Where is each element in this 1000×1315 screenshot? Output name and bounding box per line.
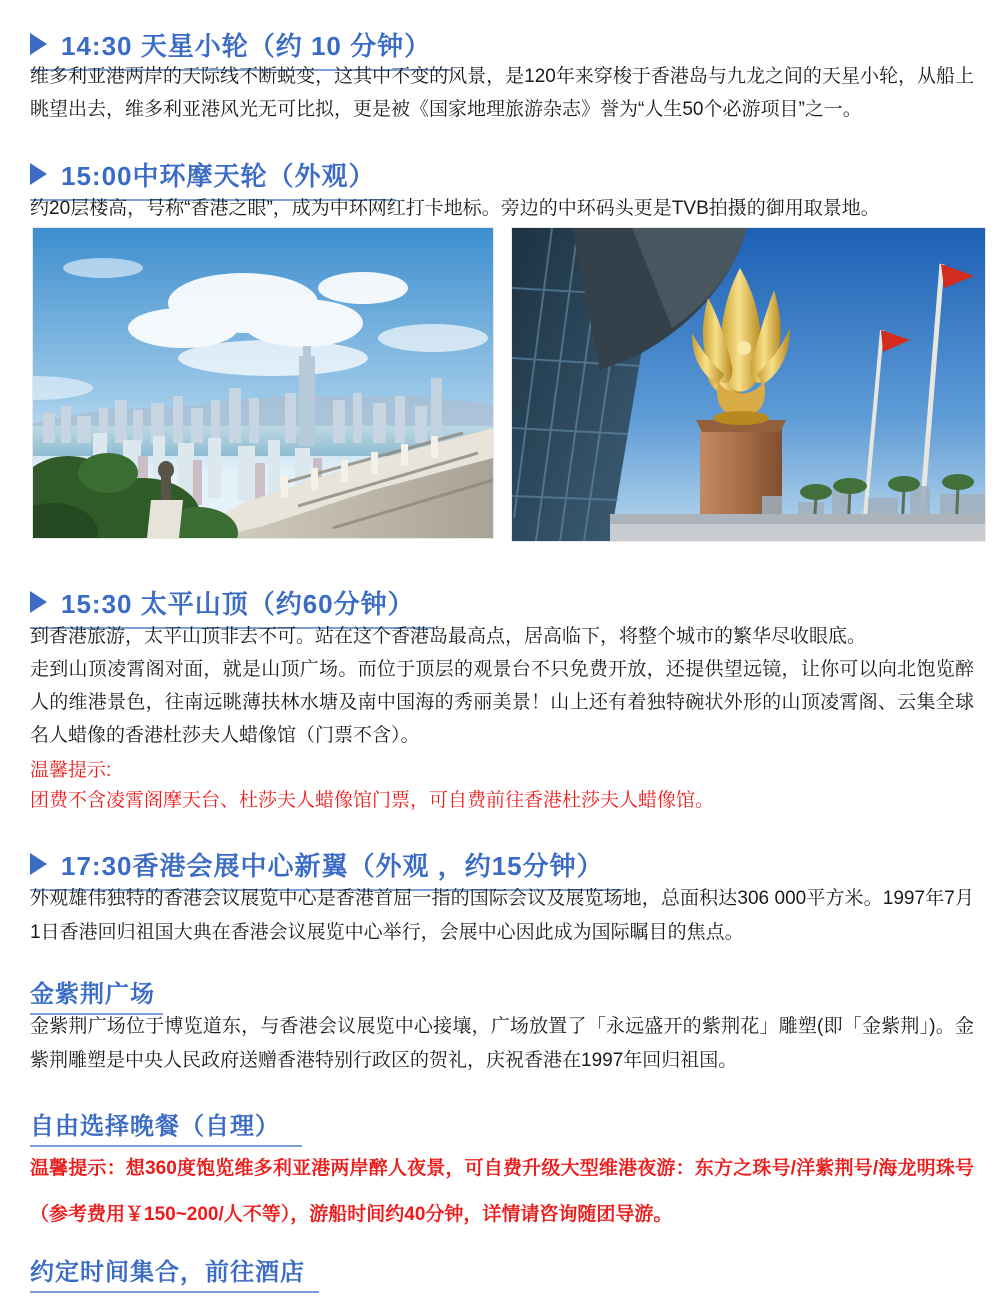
subheading-text: 自由选择晚餐（自理） bbox=[30, 1113, 280, 1140]
golden-bauhinia-photo bbox=[512, 228, 985, 541]
subheading-text: 约定时间集合，前往酒店 bbox=[30, 1259, 305, 1286]
play-arrow-icon bbox=[30, 163, 47, 185]
tip-label: 温馨提示: bbox=[30, 760, 112, 781]
victoria-peak-paragraph-1: 到香港旅游，太平山顶非去不可。站在这个香港岛最高点，居高临下，将整个城市的繁华尽收眼底。 bbox=[30, 626, 867, 647]
play-arrow-icon bbox=[30, 853, 47, 875]
section-heading-text: 14:30 天星小轮（约 10 分钟） bbox=[61, 31, 432, 61]
subheading-text: 金紫荆广场 bbox=[30, 981, 155, 1008]
golden-bauhinia-paragraph: 金紫荆广场位于博览道东，与香港会议展览中心接壤，广场放置了「永远盛开的紫荆花」雕塑(即「金紫荆」)。金紫荆雕塑是中央人民政府送赠香港特别行政区的贺礼，庆祝香港在1997年回归祖国。 bbox=[30, 1016, 974, 1071]
subheading-assembly bbox=[30, 1252, 319, 1293]
tip-body: 团费不含凌霄阁摩天台、杜莎夫人蜡像馆门票，可自费前往香港杜莎夫人蜡像馆。 bbox=[30, 790, 715, 811]
victoria-peak-photo bbox=[33, 228, 493, 538]
section-heading-text: 17:30香港会展中心新翼（外观 ，约15分钟） bbox=[61, 851, 604, 881]
section-heading-text: 15:30 太平山顶（约60分钟） bbox=[61, 589, 415, 619]
dinner-tip: 温馨提示：想360度饱览维多利亚港两岸醉人夜景，可自费升级大型维港夜游：东方之珠号/洋紫荆号/海龙明珠号（参考费用￥150~200/人不等），游船时间约40分钟，详情请咨询随团导游。 bbox=[30, 1158, 974, 1225]
star-ferry-paragraph: 维多利亚港两岸的天际线不断蜕变，这其中不变的风景，是120年来穿梭于香港岛与九龙之间的天星小轮，从船上眺望出去，维多利亚港风光无可比拟，更是被《国家地理旅游杂志》誉为“人生50个必游项目”之一。 bbox=[30, 66, 974, 120]
observation-wheel-paragraph: 约20层楼高，号称“香港之眼”，成为中环网红打卡地标。旁边的中环码头更是TVB拍摄的御用取景地。 bbox=[30, 198, 880, 219]
subheading-golden-bauhinia bbox=[30, 974, 163, 1015]
victoria-peak-harbour-view-image bbox=[33, 228, 493, 538]
golden-bauhinia-square-image bbox=[512, 228, 985, 541]
section-heading-text: 15:00中环摩天轮（外观） bbox=[61, 161, 376, 191]
victoria-peak-paragraph-2: 走到山顶凌霄阁对面，就是山顶广场。而位于顶层的观景台不只免费开放，还提供望远镜，让你可以向北饱览醉人的维港景色，往南远眺薄扶林水塘及南中国海的秀丽美景！山上还有着独特碗状外形的山顶凌霄阁、云集全球名人蜡像的香港杜莎夫人蜡像馆（门票不含）。 bbox=[30, 659, 974, 746]
subheading-dinner bbox=[30, 1106, 302, 1147]
hkcec-paragraph: 外观雄伟独特的香港会议展览中心是香港首屈一指的国际会议及展览场地，总面积达306 000平方米。1997年7月1日香港回归祖国大典在香港会议展览中心举行，会展中心因此成为国际瞩目的焦点。 bbox=[30, 888, 974, 943]
play-arrow-icon bbox=[30, 591, 47, 613]
play-arrow-icon bbox=[30, 33, 47, 55]
